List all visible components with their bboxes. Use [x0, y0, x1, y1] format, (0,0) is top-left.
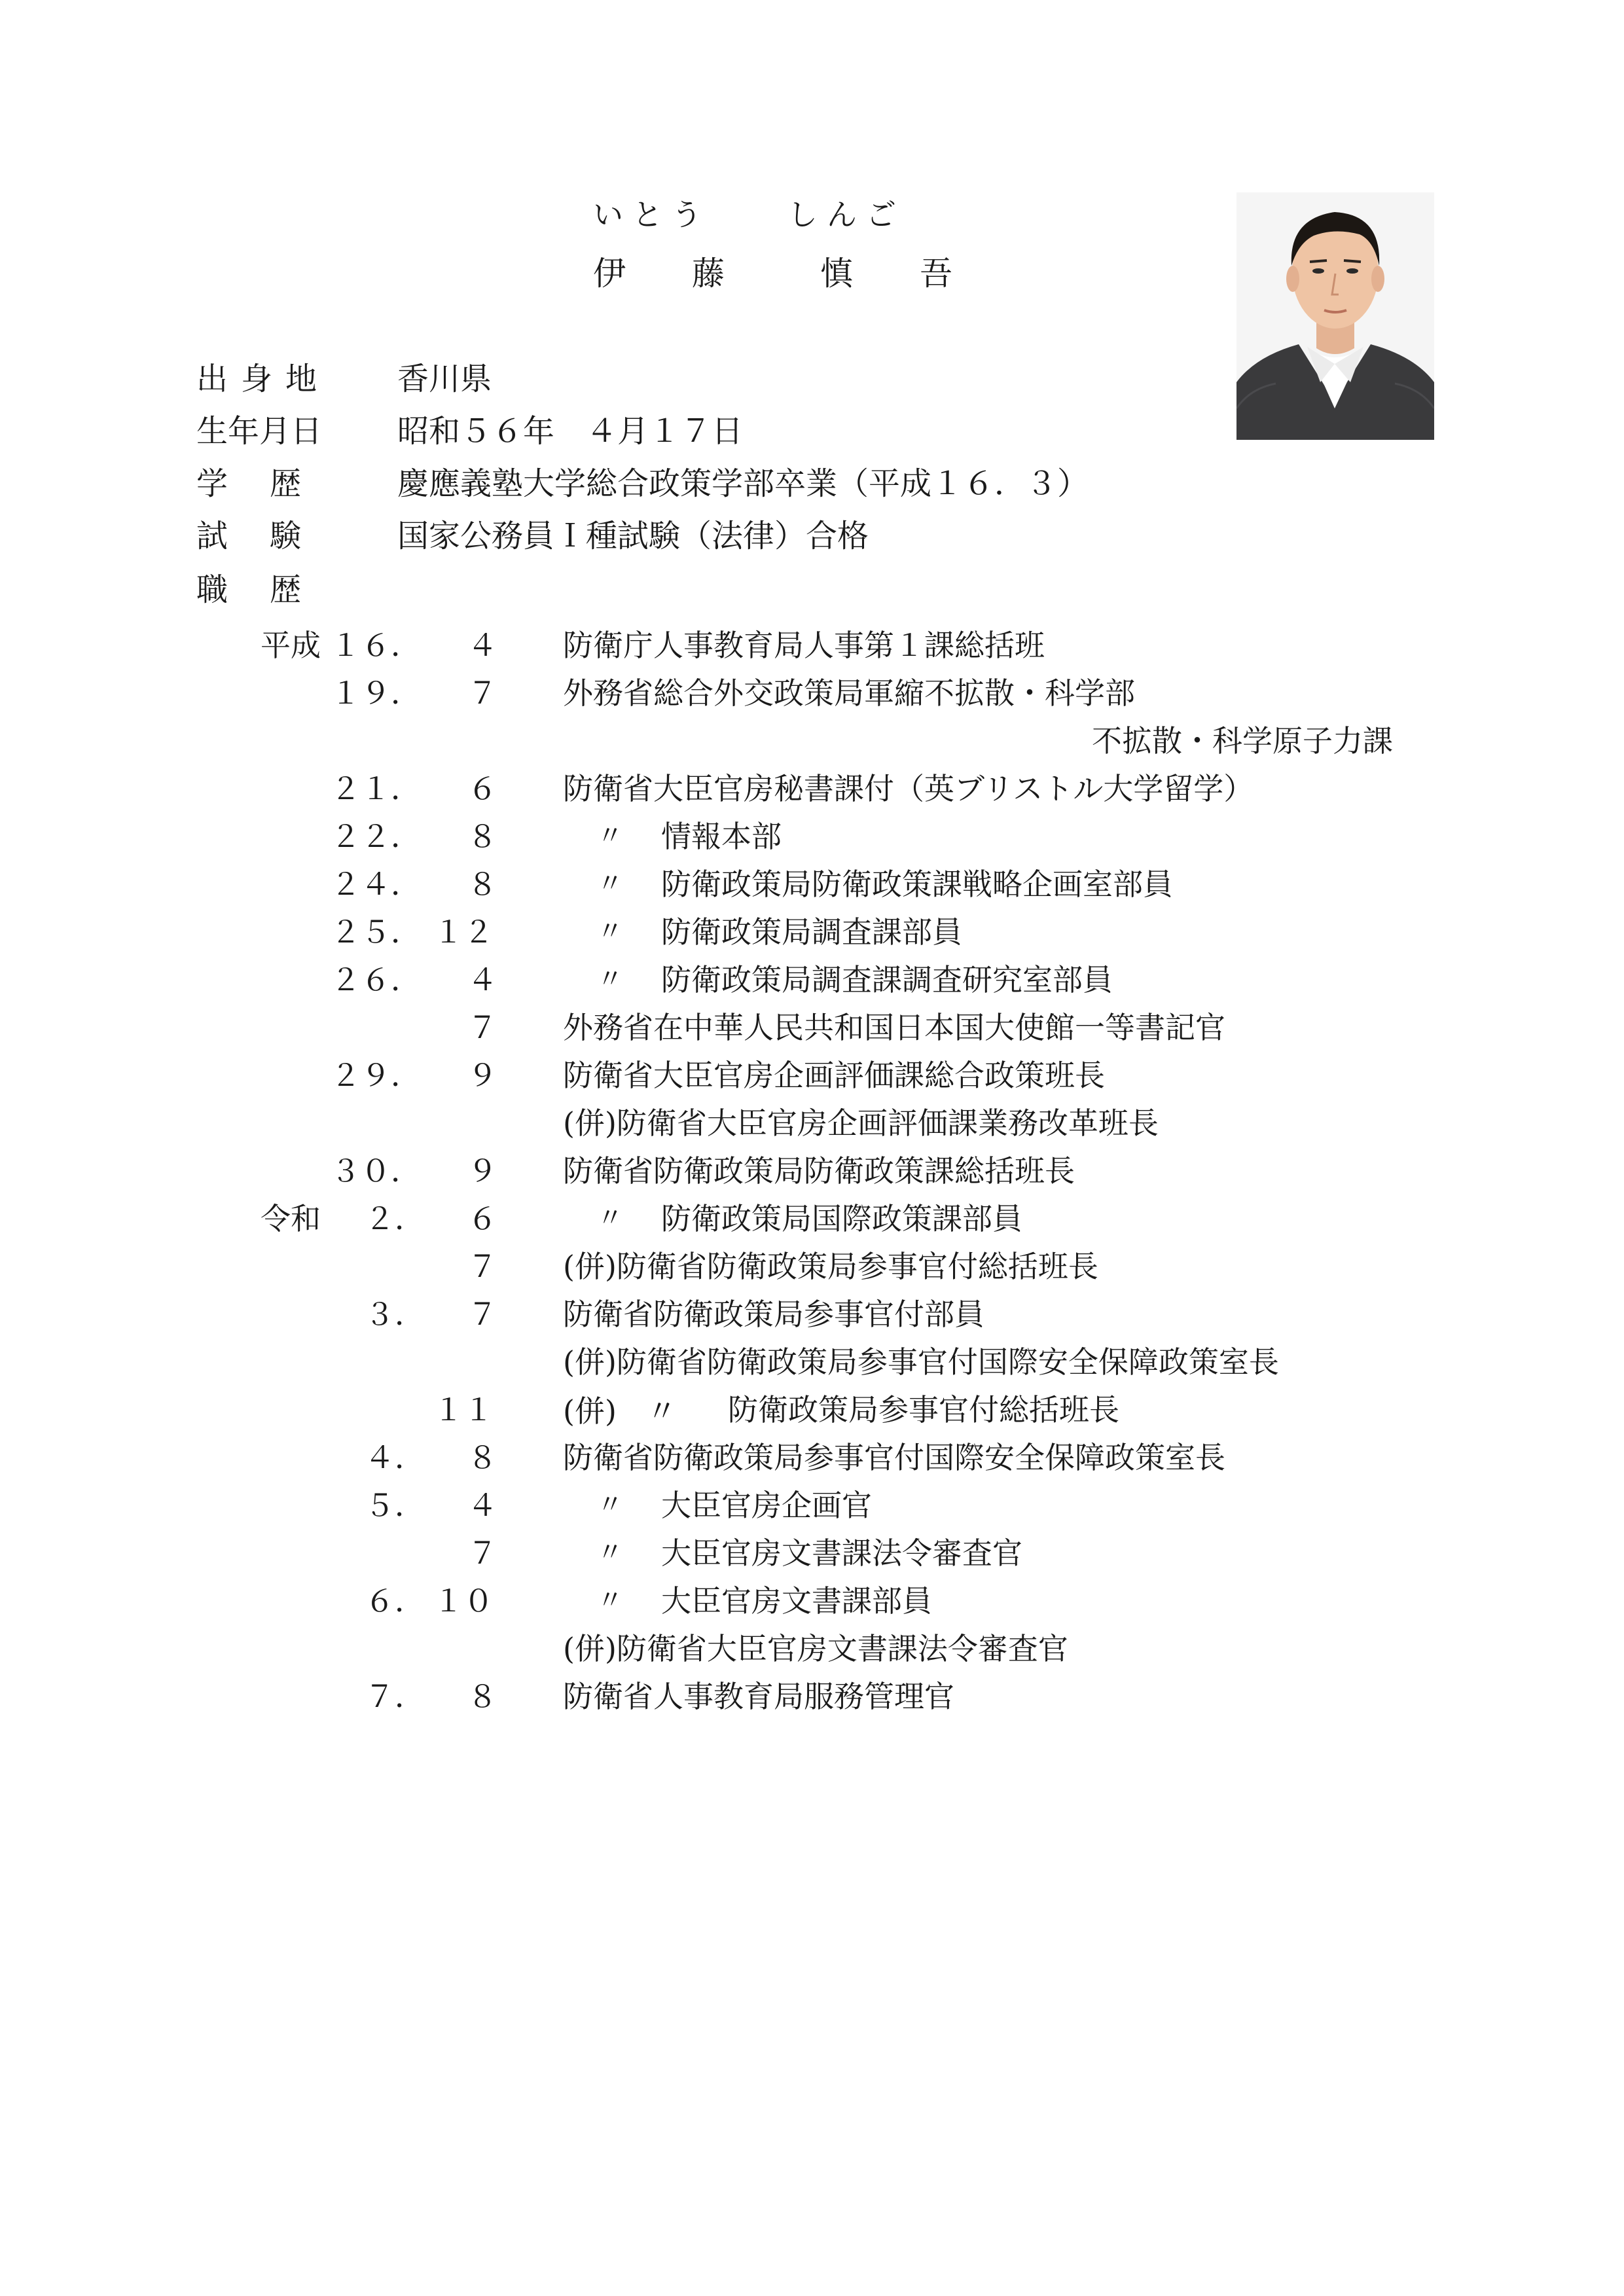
- career-month: ７: [467, 1297, 497, 1332]
- career-month: １２: [433, 914, 494, 950]
- career-year: ３０．: [331, 1153, 421, 1189]
- career-year: ２５．: [331, 914, 421, 950]
- career-year: ２６．: [331, 962, 421, 997]
- career-year: ５．: [365, 1488, 425, 1523]
- career-month: ４: [467, 628, 497, 663]
- career-year: １９．: [331, 675, 421, 711]
- career-post: 防衛省人事教育局服務管理官: [563, 1679, 954, 1714]
- career-month: ７: [467, 675, 497, 711]
- ditto-mark: (併) 〃: [563, 1393, 677, 1429]
- education-label: 学 歴: [196, 465, 307, 502]
- name-kanji-2: 藤: [692, 255, 725, 293]
- career-month: １０: [433, 1583, 494, 1619]
- ditto-mark: 〃: [597, 1203, 623, 1233]
- career-month: １１: [433, 1392, 494, 1427]
- career-era: 平成: [261, 628, 321, 663]
- career-month: ７: [467, 1010, 497, 1045]
- career-year: ３．: [365, 1297, 425, 1332]
- career-year: ２４．: [331, 867, 421, 902]
- career-year: ２．: [365, 1201, 425, 1236]
- ditto-mark: 〃: [597, 964, 623, 994]
- ditto-mark: 〃: [597, 1537, 623, 1568]
- career-post: (併)防衛省大臣官房企画評価課業務改革班長: [563, 1105, 1159, 1141]
- career-post: 防衛省大臣官房企画評価課総合政策班長: [563, 1058, 1105, 1093]
- career-month: ７: [467, 1535, 497, 1571]
- career-post: (併)防衛省防衛政策局参事官付総括班長: [563, 1249, 1098, 1284]
- birthplace-value: 香川県: [397, 361, 492, 397]
- career-post: 防衛政策局国際政策課部員: [661, 1201, 1022, 1236]
- career-month: ８: [467, 819, 497, 854]
- career-post: 防衛政策局防衛政策課戦略企画室部員: [661, 867, 1173, 902]
- career-post: 不拡散・科学原子力課: [1092, 723, 1393, 759]
- career-post: 外務省在中華人民共和国日本国大使館一等書記官: [563, 1010, 1225, 1045]
- career-post: 防衛庁人事教育局人事第１課総括班: [563, 628, 1045, 663]
- portrait-photo: [1236, 192, 1434, 440]
- career-year: ２９．: [331, 1058, 421, 1093]
- ditto-mark: 〃: [597, 869, 623, 899]
- career-month: ８: [467, 867, 497, 902]
- career-month: ６: [467, 1201, 497, 1236]
- career-month: ９: [467, 1058, 497, 1093]
- ditto-mark: 〃: [597, 916, 623, 946]
- career-month: ４: [467, 962, 497, 997]
- career-era: 令和: [261, 1201, 321, 1236]
- ditto-mark: 〃: [597, 821, 623, 851]
- career-post: 防衛省防衛政策局参事官付国際安全保障政策室長: [563, 1440, 1225, 1475]
- career-month: ９: [467, 1153, 497, 1189]
- name-kana-family: いとう: [593, 197, 711, 232]
- name-kanji-4: 吾: [920, 255, 952, 293]
- career-month: ４: [467, 1488, 497, 1523]
- career-year: １６．: [331, 628, 421, 663]
- birthplace-label: 出身地: [196, 361, 331, 397]
- career-post: 防衛省大臣官房秘書課付（英ブリストル大学留学）: [563, 771, 1254, 806]
- career-label: 職 歴: [196, 571, 307, 608]
- career-post: 大臣官房企画官: [661, 1488, 872, 1523]
- career-month: ８: [467, 1679, 497, 1714]
- career-post: (併)防衛省大臣官房文書課法令審査官: [563, 1631, 1068, 1666]
- career-post: 防衛政策局参事官付総括班長: [728, 1392, 1119, 1427]
- career-year: ７．: [365, 1679, 425, 1714]
- career-month: ７: [467, 1249, 497, 1284]
- career-post: 防衛省防衛政策局防衛政策課総括班長: [563, 1153, 1075, 1189]
- career-post: 情報本部: [661, 819, 782, 854]
- career-month: ６: [467, 771, 497, 806]
- career-year: ２１．: [331, 771, 421, 806]
- name-kanji-1: 伊: [593, 255, 626, 293]
- exam-value: 国家公務員Ｉ種試験（法律）合格: [397, 518, 869, 554]
- career-post: 外務省総合外交政策局軍縮不拡散・科学部: [563, 675, 1135, 711]
- exam-label: 試 験: [196, 518, 307, 554]
- birthdate-value: 昭和５６年 ４月１７日: [397, 413, 744, 450]
- career-post: 大臣官房文書課部員: [661, 1583, 932, 1619]
- career-year: ４．: [365, 1440, 425, 1475]
- career-year: ２２．: [331, 819, 421, 854]
- career-month: ８: [467, 1440, 497, 1475]
- career-post: (併)防衛省防衛政策局参事官付国際安全保障政策室長: [563, 1344, 1279, 1380]
- birthdate-label: 生年月日: [196, 413, 323, 450]
- career-post: 防衛省防衛政策局参事官付部員: [563, 1297, 984, 1332]
- career-post: 大臣官房文書課法令審査官: [661, 1535, 1022, 1571]
- career-year: ６．: [365, 1583, 425, 1619]
- ditto-mark: 〃: [597, 1490, 623, 1520]
- name-kana-given: しんご: [787, 197, 905, 232]
- name-kanji-3: 慎: [820, 255, 853, 293]
- career-post: 防衛政策局調査課調査研究室部員: [661, 962, 1113, 997]
- education-value: 慶應義塾大学総合政策学部卒業（平成１６．３）: [397, 465, 1089, 502]
- ditto-mark: 〃: [597, 1585, 623, 1615]
- career-post: 防衛政策局調査課部員: [661, 914, 962, 950]
